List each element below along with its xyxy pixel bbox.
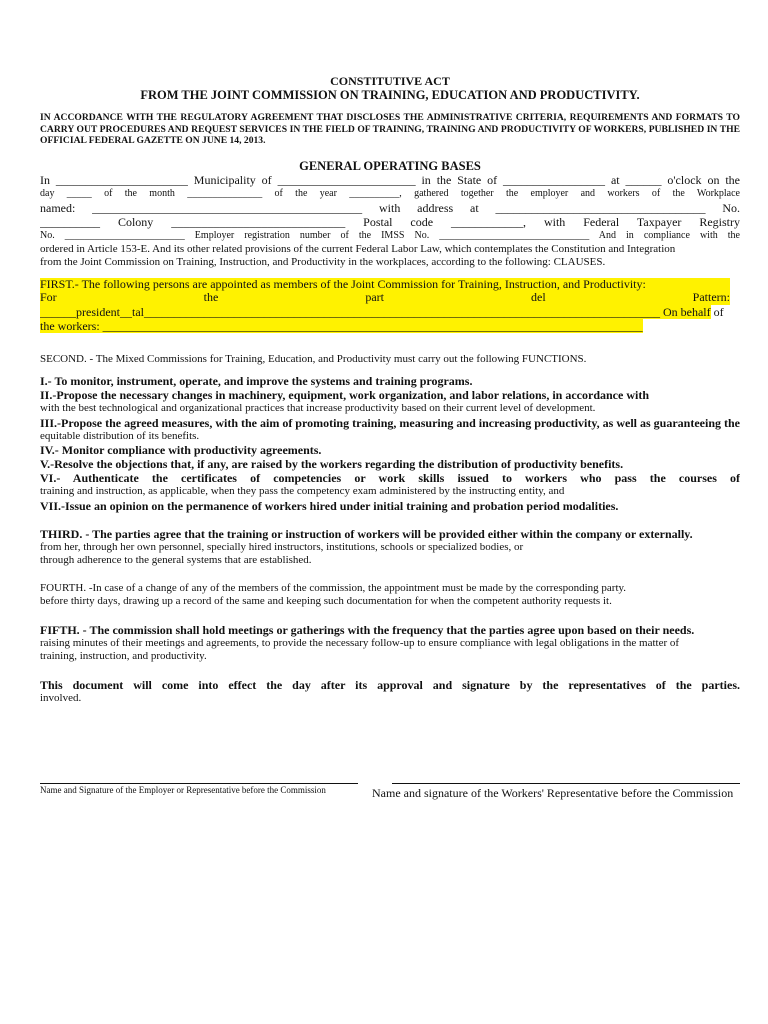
clause-line: For the part del Pattern: — [40, 291, 730, 305]
body-line: training, instruction, and productivity. — [40, 650, 207, 663]
function-item-cont: with the best technological and organizational practices that increase productivity based on their current level of development. — [40, 402, 596, 415]
employer-signature-label: Name and Signature of the Employer or Representative before the Commission — [40, 785, 326, 795]
form-line: named: _____________________________________________ with address at ___________________________________ No. — [40, 200, 740, 215]
function-item: VI.- Authenticate the certificates of competencies or work skills issued to workers who pass the courses of — [40, 471, 740, 486]
document-title: CONSTITUTIVE ACT — [330, 74, 450, 88]
body-line: from the Joint Commission on Training, Instruction, and Productivity in the workplaces, according to the following: CLAUSES. — [40, 256, 606, 269]
workers-signature-label: Name and signature of the Workers' Representative before the Commission — [372, 786, 734, 800]
function-item: VII.-Issue an opinion on the permanence of workers hired under initial training and probation period modalities. — [40, 498, 619, 513]
function-item: I.- To monitor, instrument, operate, and improve the systems and training programs. — [40, 374, 473, 389]
body-line: before thirty days, drawing up a record of the same and keeping such documentation for when the competent authority requests it. — [40, 595, 612, 608]
function-item-cont: training and instruction, as applicable, when they pass the competency exam administered by the instructing entity, and — [40, 485, 565, 498]
function-item: III.-Propose the agreed measures, with the aim of promoting training, measuring and increasing productivity, as well as guaranteeing the — [40, 415, 740, 430]
clause-line — [40, 305, 740, 319]
document-page — [40, 74, 740, 705]
third-clause: THIRD. - The parties agree that the training or instruction of workers will be provided either within the company or externally. — [40, 526, 693, 541]
function-item: IV.- Monitor compliance with productivity agreements. — [40, 443, 322, 458]
employer-signature-block — [40, 775, 358, 795]
fourth-clause: FOURTH. -In case of a change of any of the members of the commission, the appointment must be made by the corresponding party. — [40, 581, 627, 594]
clause-text: of — [710, 304, 724, 319]
signature-line — [40, 775, 358, 784]
function-item: II.-Propose the necessary changes in machinery, equipment, work organization, and labor relations, in accordance with — [40, 388, 649, 403]
form-line: __________ Colony _____________________________ Postal code ____________, with Federal Taxpayer Registry — [40, 214, 740, 229]
form-line: day _____ of the month _______________ of the year __________, gathered together the employer and workers of the Workplace — [40, 187, 740, 199]
section-heading: GENERAL OPERATING BASES — [299, 158, 481, 173]
highlighted-text: the workers: __________________________________________________________________________________________ — [40, 318, 643, 333]
clause-line: FIRST.- The following persons are appointed as members of the Joint Commission for Training, Instruction, and Productivity: — [40, 277, 646, 291]
intro-paragraph: IN ACCORDANCE WITH THE REGULATORY AGREEMENT THAT DISCLOSES THE ADMINISTRATIVE CRITERIA, REQUIREMENTS AND FORMATS TO CARRY OUT PROCEDURES AND REQUEST SERVICES IN THE FIELD OF TRAINING, TRAINING AND PRODUCTIVITY OF WORKERS, PUBLISHED IN THE OFFICIAL FEDERAL GAZETTE ON JUNE 14, 2013. — [40, 112, 740, 147]
body-line: ordered in Article 153-E. And its other related provisions of the current Federal Labor Law, which contemplates the Constitution and Integration — [40, 242, 676, 255]
function-item: V.-Resolve the objections that, if any, are raised by the workers regarding the distribution of productivity benefits. — [40, 457, 624, 472]
document-subtitle: FROM THE JOINT COMMISSION ON TRAINING, EDUCATION AND PRODUCTIVITY. — [140, 88, 640, 102]
first-clause — [40, 278, 730, 305]
body-line: from her, through her own personnel, specially hired instructors, institutions, schools or specialized bodies, or — [40, 540, 524, 553]
highlighted-text: ______president__tal______________________________________________________________________________________ On behalf — [40, 304, 711, 319]
signature-line — [392, 775, 740, 784]
body-line: raising minutes of their meetings and agreements, to provide the necessary follow-up to ensure compliance with legal obligations in the matter of — [40, 636, 680, 649]
body-line: through adherence to the general systems that are established. — [40, 554, 312, 567]
clause-line — [40, 319, 740, 333]
fifth-clause: FIFTH. - The commission shall hold meetings or gatherings with the frequency that the parties agree upon based on their needs. — [40, 622, 695, 637]
form-line: No. ________________________ Employer registration number of the IMSS No. ______________________________ And in compliance with the — [40, 229, 740, 241]
second-clause-intro: SECOND. - The Mixed Commissions for Training, Education, and Productivity must carry out the following FUNCTIONS. — [40, 352, 587, 365]
workers-signature-block — [372, 775, 740, 801]
effect-statement: This document will come into effect the day after its approval and signature by the representatives of the parties. — [40, 677, 740, 692]
function-item-cont: equitable distribution of its benefits. — [40, 429, 200, 442]
form-line: In ______________________ Municipality of _______________________ in the State of _________________ at ______ o'clock on the — [40, 172, 740, 187]
body-line: involved. — [40, 691, 82, 704]
